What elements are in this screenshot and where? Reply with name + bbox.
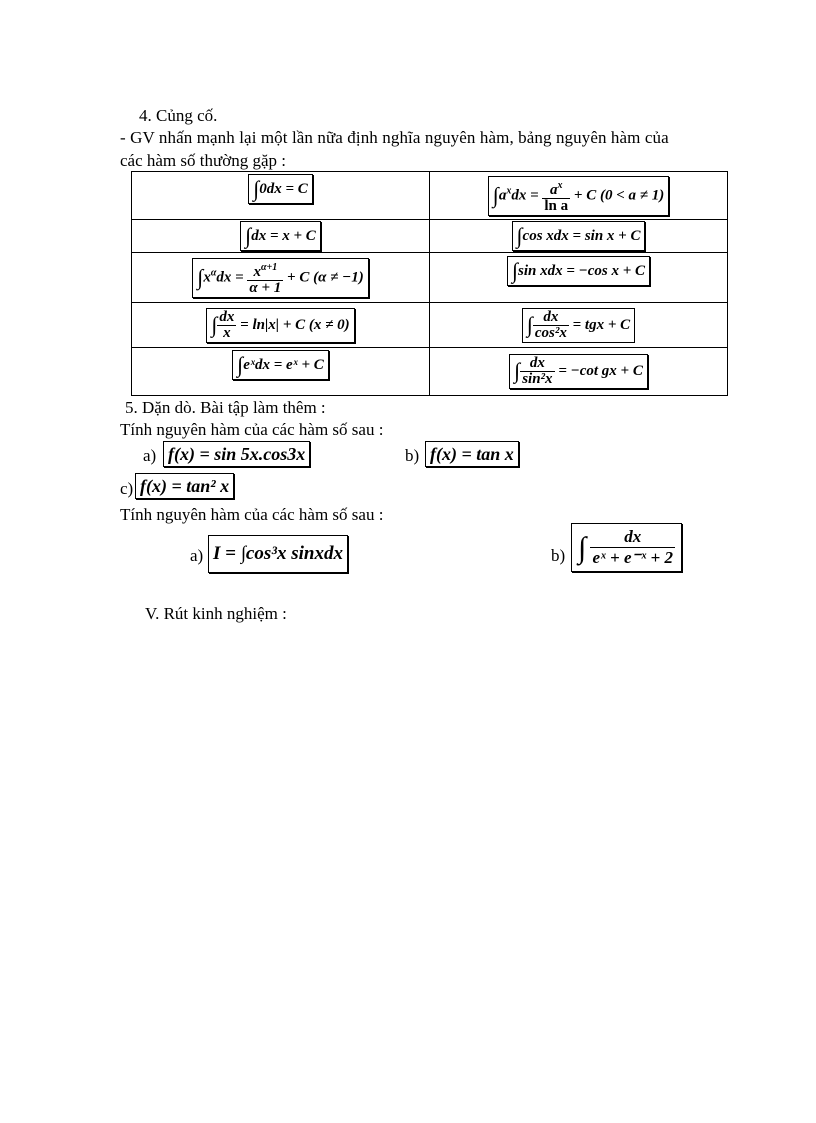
exercise1-b-label: b) (405, 446, 420, 465)
section-heading-review: V. Rút kinh nghiệm : (145, 604, 287, 623)
formula-integral-cos: ∫cos xdx = sin x + C (512, 221, 646, 251)
formula-integral-dx: ∫dx = x + C (240, 221, 321, 251)
exercise1-b-formula: f(x) = tan x (425, 441, 519, 467)
table-cell (132, 253, 430, 303)
table-cell (132, 172, 430, 220)
antiderivative-table (131, 171, 728, 396)
exercise2-b-formula: ∫ $\frac{dx}{\text{eˣ + e⁻ˣ + 2}}$ (571, 523, 682, 572)
table-cell (430, 348, 728, 396)
teacher-note-line2: các hàm số thường gặp : (120, 151, 286, 170)
formula-integral-csc-squared: ∫ $\frac{dx}{\text{sin²x}}$ = −cot gx + C (509, 354, 648, 389)
teacher-note-line1: - GV nhấn mạnh lại một lần nữa định nghĩa nguyên hàm, bảng nguyên hàm của (120, 128, 669, 147)
section-heading-homework: 5. Dặn dò. Bài tập làm thêm : (125, 398, 326, 417)
exercise2-b-label: b) (551, 546, 566, 565)
table-cell (132, 220, 430, 253)
exercise1-c-formula: f(x) = tan² x (135, 473, 234, 499)
exercise1-a-label: a) (143, 446, 157, 465)
exercise1-prompt: Tính nguyên hàm của các hàm số sau : (120, 420, 384, 439)
formula-integral-zero: ∫0dx = C (248, 174, 313, 204)
table-cell (430, 253, 728, 303)
formula-integral-sec-squared: ∫ $\frac{dx}{\text{cos²x}}$ = tgx + C (522, 308, 635, 343)
formula-integral-exp: ∫eˣdx = eˣ + C (232, 350, 329, 380)
formula-integral-exponential-a: $\int a^xdx$ = $\frac{a^x}{\text{ln a}}$ + C (0 < a ≠ 1) (488, 176, 669, 216)
formula-integral-sin: ∫sin xdx = −cos x + C (507, 256, 650, 286)
exercise1-c-label: c) (120, 479, 134, 498)
exercise2-a-label: a) (190, 546, 204, 565)
formula-integral-reciprocal: ∫ $\frac{dx}{x}$ = ln|x| + C (x ≠ 0) (206, 308, 354, 343)
exercise1-a-formula: f(x) = sin 5x.cos3x (163, 441, 310, 467)
section-heading-consolidate: 4. Củng cố. (139, 106, 218, 125)
exercise2-prompt: Tính nguyên hàm của các hàm số sau : (120, 505, 384, 524)
formula-integral-power: $\int x^\alpha dx$ = $\frac{x^{\alpha+1}}{\alpha + 1}$ + C (α ≠ −1) (192, 258, 368, 298)
table-cell (132, 348, 430, 396)
exercise2-a-formula: I = ∫cos³x sinxdx (208, 535, 348, 573)
table-cell (430, 220, 728, 253)
table-cell (430, 303, 728, 348)
table-cell (430, 172, 728, 220)
table-cell (132, 303, 430, 348)
